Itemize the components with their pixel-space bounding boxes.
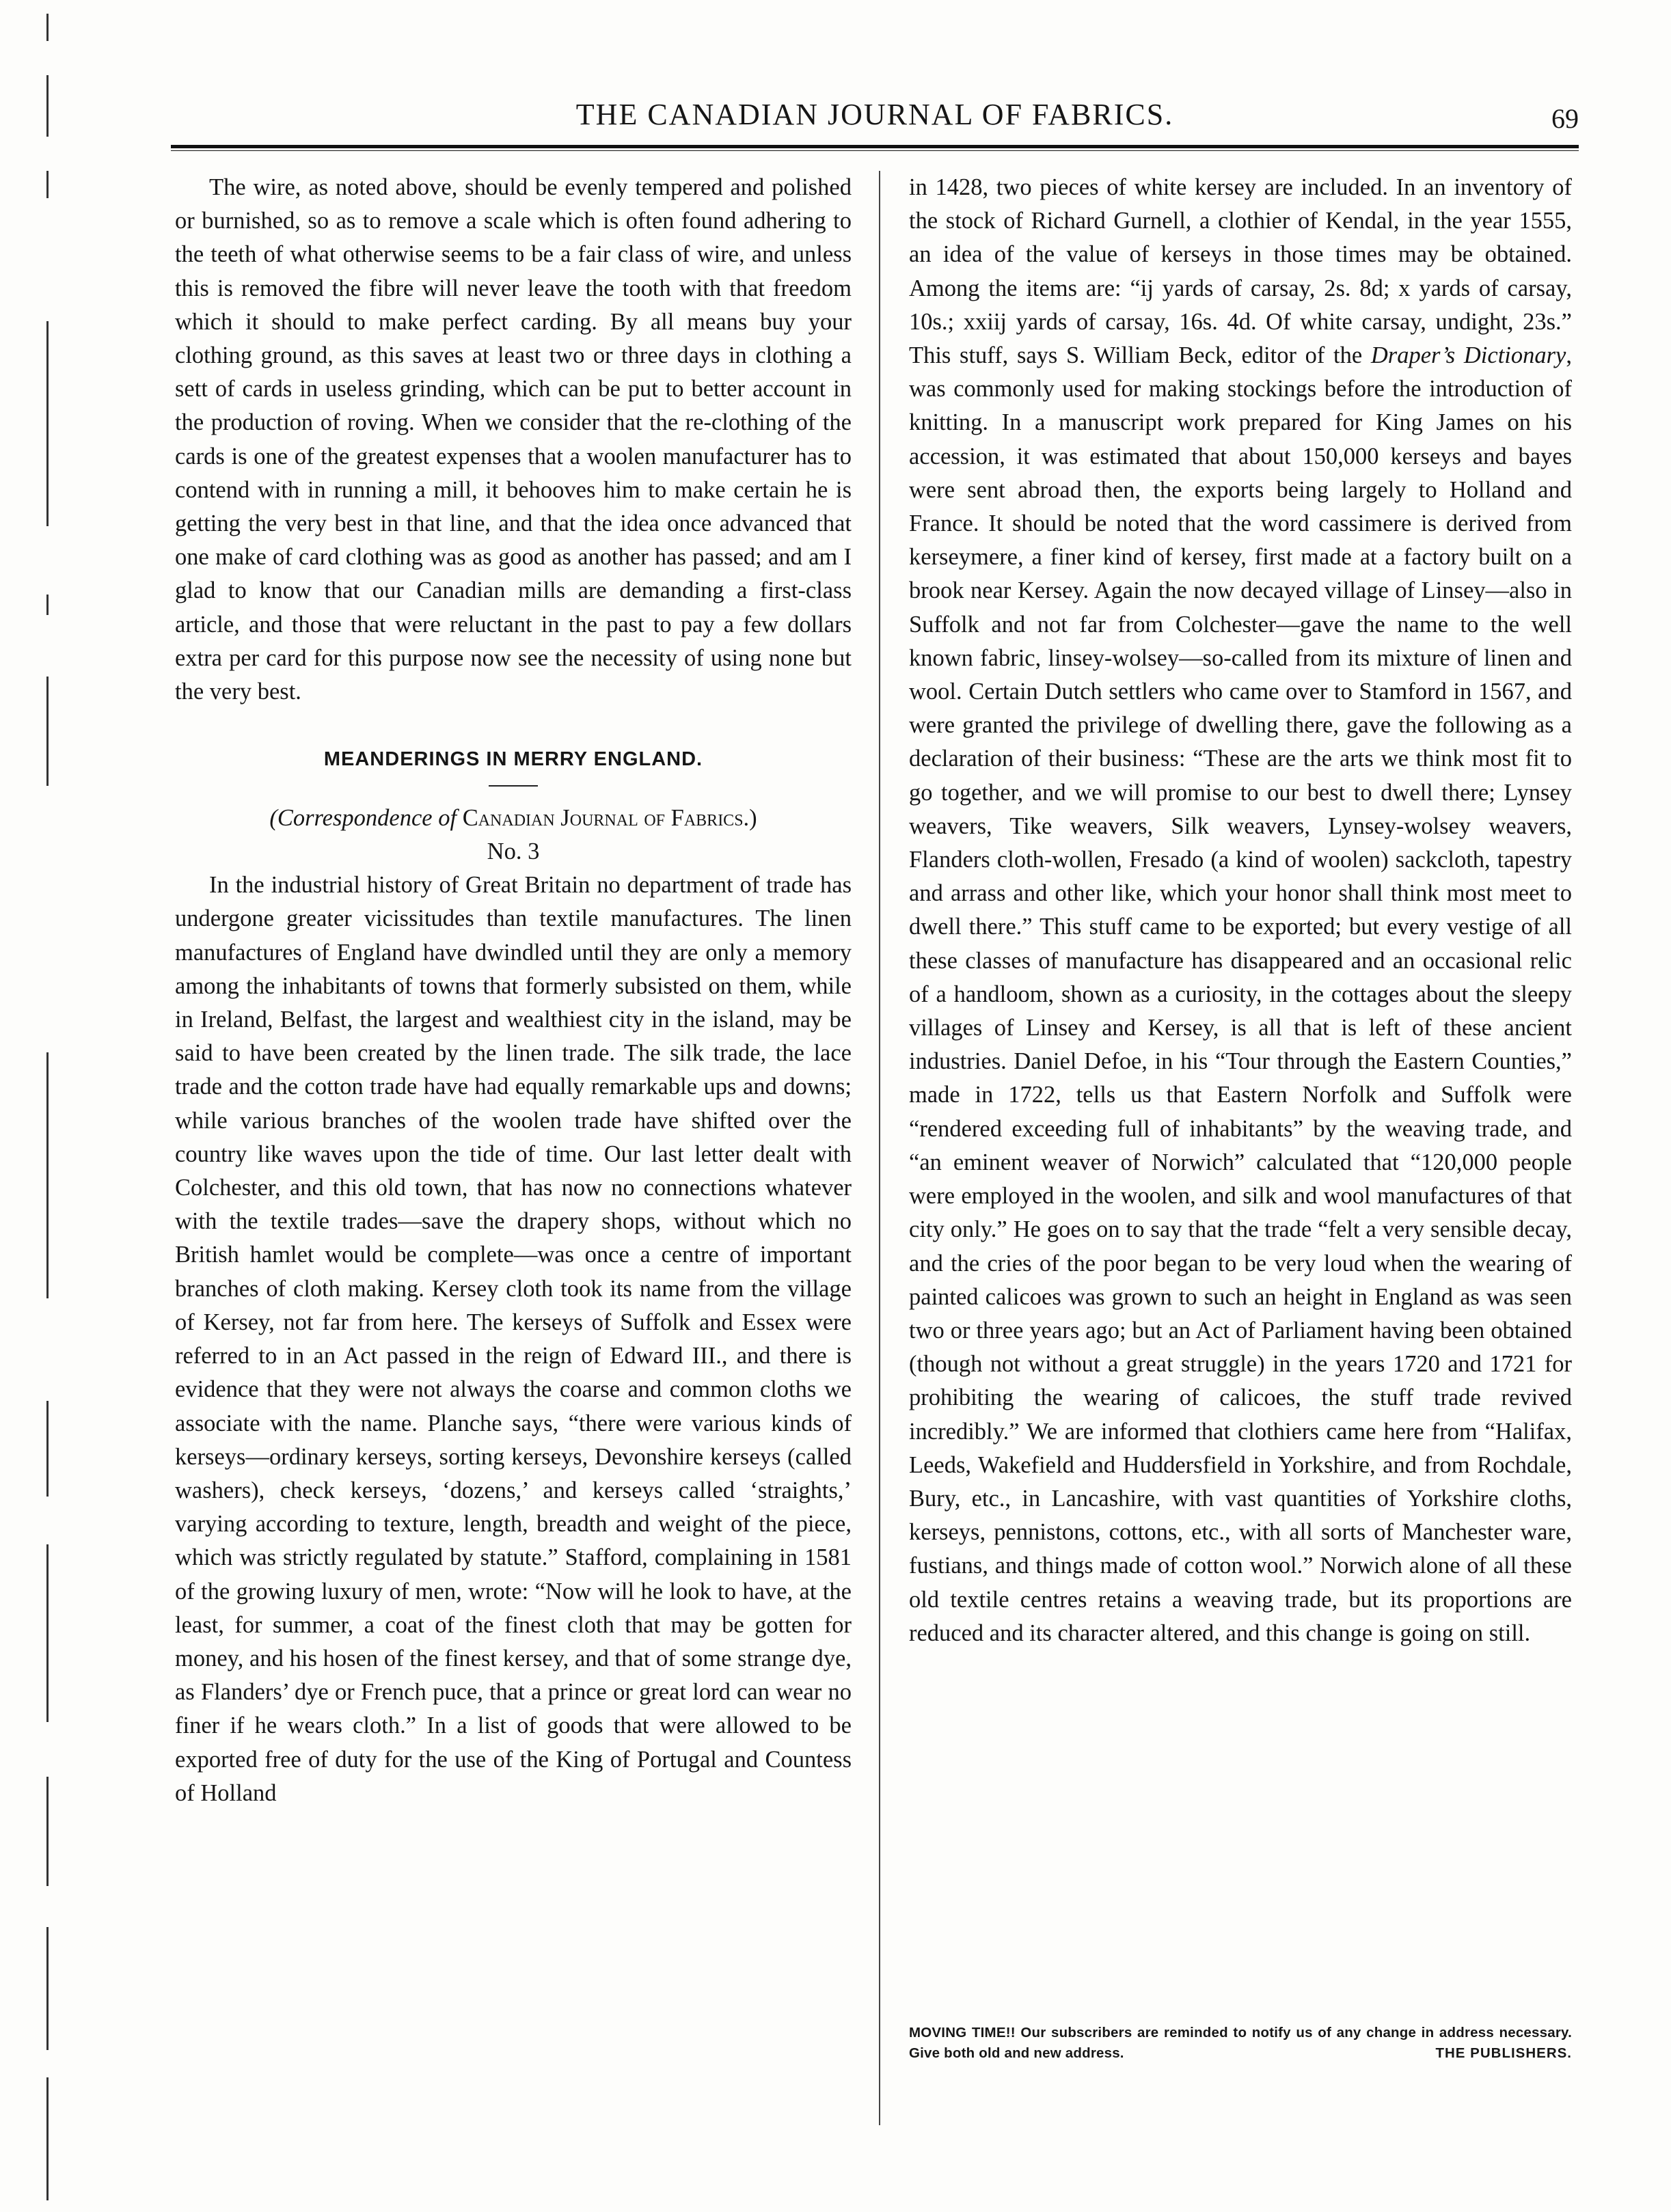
card-clothing-paragraph: The wire, as noted above, should be evenly tempered and polished or burnished, so as to remove a scale which is often found adhering to the teeth of what otherwise seems to be a fair class of wire, and unless this is removed the fibre will never leave the tooth with that freedom which it should to make perfect carding. By all means buy your clothing ground, as this saves at least two or three days in clothing a sett of cards in useless grinding, which can be put to better account in the production of roving. When we consider that the re-clothing of the cards is one of the greatest expenses that a woolen manufacturer has to contend with in running a mill, it behooves him to make certain he is getting the very best in that line, and that the idea once advanced that one make of card clothing was as good as another has passed; and am I glad to know that our Canadian mills are demanding a first-class article, and those that were reluctant in the past to pay a few dollars extra per card for this purpose now see the necessity of using none but the very best. — [175, 174, 852, 705]
correspondence-prefix: (Correspondence of — [269, 805, 457, 832]
continuation-text-start: in 1428, two pieces of white kersey are included. In an inventory of the stock of Richard Gurnell, a clothier of Kendal, in the year 1555, an idea of the value of kerseys in those times may be obtained. Among the items are: “ij yards of carsay, 2s. 8d; x yards of carsay, 10s.; xxiij yards of carsay, 16s. 4d. Of white carsay, undight, 23s.” This stuff, says S. William Beck, editor of the — [909, 174, 1572, 369]
title-rule — [489, 785, 538, 787]
page-header — [171, 96, 1579, 141]
correspondence-source: Canadian Journal of Fabrics.) — [462, 805, 757, 832]
correspondence-line — [175, 802, 852, 835]
notice-heading: MOVING TIME!! — [909, 2025, 1016, 2040]
left-column — [175, 171, 852, 1810]
notice-signature: THE PUBLISHERS. — [1435, 2045, 1572, 2061]
article-title: MEANDERINGS IN MERRY ENGLAND. — [323, 748, 703, 771]
moving-time-notice — [909, 2023, 1572, 2064]
notice-text: Our subscribers are reminded to notify us of any change in address necessary. Give both old and new address. — [909, 2025, 1572, 2061]
continuation-text-rest: , was commonly used for making stockings before the introduction of knitting. In a manuscript work prepared for King James on his accession, it was estimated that about 150,000 kerseys and bayes were sent abroad then, the exports being largely to Holland and France. It should be noted that the word cassimere is derived from kerseymere, a finer kind of kersey, first made at a factory built on a brook near Kersey. Again the now decayed village of Linsey—also in Suffolk and not far from Colchester—gave the name to the well known fabric, linsey-wolsey—so-called from its mixture of linen and wool. Certain Dutch settlers who came over to Stamford in 1567, and were granted the privilege of dwelling there, gave the following as a declaration of their business: “These are the arts we think most fit to go together, and we will promise to our best to dwell there; Lynsey weavers, Tike weavers, Silk weavers, Lynsey-wolsey weavers, Flanders cloth-wollen, Fresado (a kind of woolen) sackcloth, tapestry and arrass and other like, which your honor shall think most meet to dwell there.” This stuff came to be exported; but every vestige of all these classes of manufacture has disappeared and an occasional relic of a handloom, shown as a curiosity, in the cottages about the sleepy villages of Linsey and Kersey, is all that is left of these ancient industries. Daniel Defoe, in his “Tour through the Eastern Counties,” made in 1722, tells us that Eastern Norfolk and Suffolk were “rendered exceeding full of inhabitants” by the weaving trade, and “an eminent weaver of Norwich” calculated that “120,000 people were employed in the woolen, and silk and wool manufactures of that city only.” He goes on to say that the trade “felt a very sensible decay, and the cries of the poor began to be very loud when the wearing of painted calicoes was grown to such an height in England as was seen two or three years ago; but an Act of Parliament having been obtained (though not without a great struggle) in the years 1720 and 1721 for prohibiting the wearing of calicoes, the stuff trade revived incredibly.” We are informed that clothiers came here from “Halifax, Leeds, Wakefield and Huddersfield in Yorkshire, and from Rochdale, Bury, etc., in Lancashire, with vast quantities of Yorkshire cloths, kerseys, pennistons, cottons, etc., with all sorts of Manchester ware, fustians, and things made of cotton wool.” Norwich alone of all these old textile centres retains a weaving trade, but its proportions are reduced and its character altered, and this change is going on still. — [909, 342, 1572, 1646]
article-number: No. 3 — [487, 838, 540, 865]
page-number: 69 — [1551, 103, 1579, 134]
drapers-dictionary-title: Draper’s Dictionary — [1370, 342, 1566, 369]
right-column — [909, 171, 1572, 1650]
article-continuation — [909, 171, 1572, 1650]
scan-binding-edge — [46, 0, 74, 2212]
header-rule — [171, 145, 1579, 151]
column-divider — [879, 171, 880, 2125]
article-paragraph: In the industrial history of Great Britain no department of trade has undergone greater vicissitudes than textile manufactures. The linen manufactures of England have dwindled until they are only a memory among the inhabitants of towns that formerly subsisted on them, while in Ireland, Belfast, the largest and wealthiest city in the island, may be said to have been created by the linen trade. The silk trade, the lace trade and the cotton trade have had equally remarkable ups and downs; while various branches of the woolen trade have shifted over the country like waves upon the tide of time. Our last letter dealt with Colchester, and this old town, that has now no connections whatever with the textile trades—save the drapery shops, without which no British hamlet would be complete—was once a centre of important branches of cloth making. Kersey cloth took its name from the village of Kersey, not far from here. The kerseys of Suffolk and Essex were referred to in an Act passed in the reign of Edward III., and there is evidence that they were not always the coarse and common cloths we associate with the name. Planche says, “there were various kinds of kerseys—ordinary kerseys, sorting kerseys, Devonshire kerseys (called washers), check kerseys, ‘dozens,’ and kerseys called ‘straights,’ varying according to texture, length, breadth and weight of the piece, which was strictly regulated by statute.” Stafford, complaining in 1581 of the growing luxury of men, wrote: “Now will he look to have, at the least, for summer, a coat of the finest cloth that may be gotten for money, and his hosen of the finest kersey, and that of some strange dye, as Flanders’ dye or French puce, that a prince or great lord can wear no finer if he wears cloth.” In a list of goods that were allowed to be exported free of duty for the use of the King of Portugal and Countess of Holland — [175, 872, 852, 1806]
running-head: THE CANADIAN JOURNAL OF FABRICS. — [575, 98, 1174, 131]
